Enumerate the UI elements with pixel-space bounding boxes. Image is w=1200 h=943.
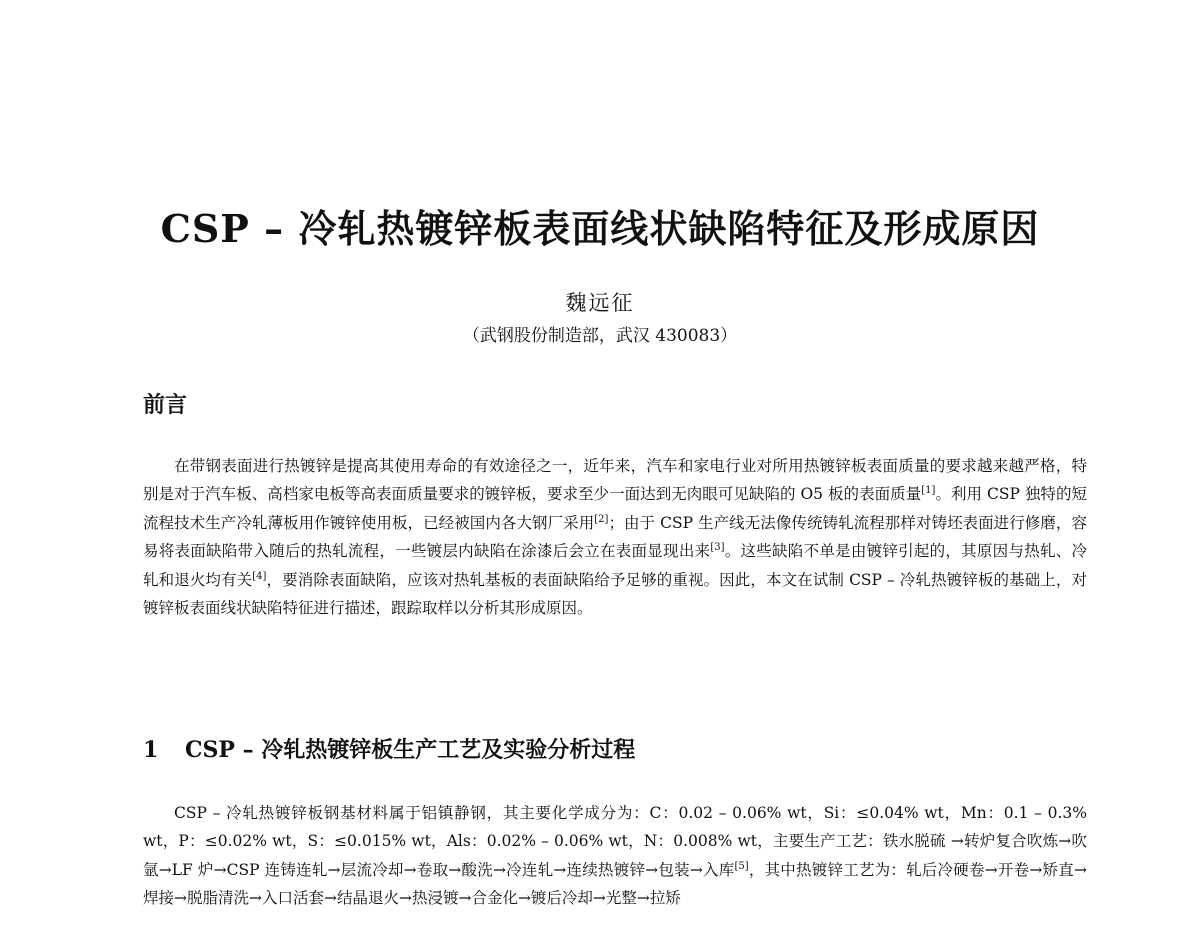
- paragraph-text: ，其中热镀锌工艺为：轧后冷硬卷→开卷→矫直→焊接→脱脂清洗→入口活套→结晶退火→热浸镀→合金化→镀后冷却→光整→拉矫: [143, 860, 1087, 908]
- citation-ref: [2]: [594, 513, 609, 525]
- paragraph-text: ；由于 CSP 生产线无法像传统铸轧流程那样对铸坯表面进行修磨，容易将表面缺陷带入随后的热轧流程，一些镀层内缺陷在涂漆后会立在表面显现出来: [143, 513, 1087, 561]
- citation-ref: [5]: [734, 860, 749, 872]
- section-number: 1: [143, 737, 159, 763]
- paper-title: [0, 203, 1200, 255]
- author-name: 魏远征: [565, 291, 635, 315]
- citation-ref: [4]: [252, 570, 267, 582]
- paper-title-chinese: 冷轧热镀锌板表面线状缺陷特征及形成原因: [298, 207, 1040, 251]
- paragraph-text: CSP – 冷轧热镀锌板钢基材料属于铝镇静钢，其主要化学成分为：C：0.02 – 0.06% wt，Si：≤0.04% wt，Mn：0.1 – 0.3% wt，P：≤0.02% wt，S：≤0.015% wt，Als：0.02% – 0.06% wt，N：0.008% wt，主要生产工艺：铁水脱硫 →转炉复合吹炼→吹氩→LF 炉→CSP 连铸连轧→层流冷却→卷取→酸洗→冷连轧→连续热镀锌→包装→入库: [143, 804, 1087, 879]
- section-1-heading: [143, 733, 635, 768]
- citation-ref: [1]: [921, 485, 936, 497]
- author-affiliation: （武钢股份制造部，武汉 430083）: [462, 326, 738, 346]
- paragraph-text: 。利用 CSP 独特的短流程技术生产冷轧薄板用作镀锌使用板，已经被国内各大钢厂采用: [143, 485, 1087, 532]
- paper-title-latin: CSP –: [160, 206, 299, 251]
- paragraph-text: ，要消除表面缺陷，应该对热轧基板的表面缺陷给予足够的重视。因此，本文在试制 CSP – 冷轧热镀锌板的基础上，对镀锌板表面线状缺陷特征进行描述，跟踪取样以分析其形成原因。: [143, 570, 1087, 618]
- preface-paragraph: [143, 452, 1087, 622]
- section-heading-latin: CSP –: [185, 737, 262, 763]
- section-heading-chinese: 冷轧热镀锌板生产工艺及实验分析过程: [261, 738, 636, 763]
- citation-ref: [3]: [710, 542, 725, 554]
- section-1-paragraph: [143, 799, 1087, 913]
- preface-heading: 前言: [143, 393, 188, 418]
- paragraph-text: 。这些缺陷不单是由镀锌引起的，其原因与热轧、冷轧和退火均有关: [143, 542, 1087, 589]
- paragraph-text: 在带钢表面进行热镀锌是提高其使用寿命的有效途径之一，近年来，汽车和家电行业对所用热镀锌板表面质量的要求越来越严格，特别是对于汽车板、高档家电板等高表面质量要求的镀锌板，要求至少一面达到无肉眼可见缺陷的 O5 板的表面质量: [143, 457, 1087, 504]
